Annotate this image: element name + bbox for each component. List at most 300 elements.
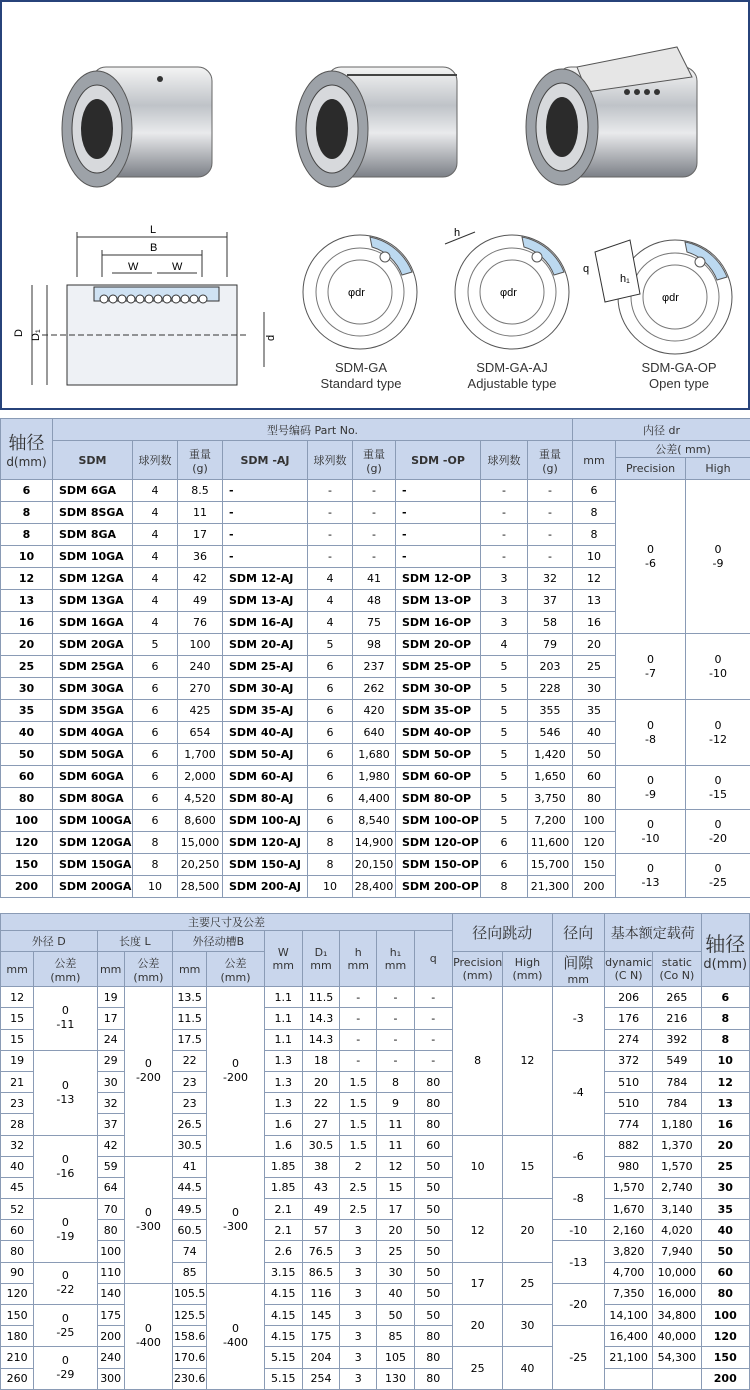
t1-header-weight-op-unit: (g) [528,462,572,475]
t2-cell: 4.15 [264,1326,302,1347]
t2-clearance: -20 [552,1283,604,1325]
t2-d: 52 [1,1199,34,1220]
t2-b: 44.5 [173,1177,207,1198]
t1-cell: SDM 40-AJ [223,722,308,744]
t2-cell: 50 [414,1199,452,1220]
t2-header-h1-unit: mm [377,959,413,972]
t1-cell-mm: 150 [573,854,616,876]
t2-cell: 57 [302,1220,339,1241]
t2-cell: 1.5 [340,1093,377,1114]
t1-cell: 262 [353,678,396,700]
t2-header-shaft-label: 轴径 [702,928,749,957]
t1-cell: 80 [1,788,53,810]
t2-cell: 1.85 [264,1156,302,1177]
t1-cell: - [223,502,308,524]
t1-header-sdm-aj: SDM -AJ [223,441,308,480]
dimension-drawing [12,217,282,402]
t2-cell: 14.3 [302,1008,339,1029]
t2-row [1,1262,750,1283]
t1-cell: SDM 8GA [53,524,133,546]
t1-cell: 98 [353,634,396,656]
t1-cell: 11 [178,502,223,524]
t1-cell: 4 [133,524,178,546]
t1-cell: 15,700 [528,854,573,876]
t2-cell: 1.85 [264,1177,302,1198]
t2-header-b-tol [207,952,264,987]
t1-cell: 11,600 [528,832,573,854]
t2-cell: 3 [340,1241,377,1262]
t2-cell: 1.3 [264,1050,302,1071]
t2-b-tol: 0 -200 [207,987,264,1157]
t2-d: 180 [1,1326,34,1347]
t2-cell: 1.5 [340,1071,377,1092]
t2-cell: 3 [340,1368,377,1389]
t2-static: 3,140 [653,1199,701,1220]
t1-row [1,766,750,788]
t1-cell: - [481,546,528,568]
t1-tol-precision: 0 -7 [616,634,686,700]
t2-header-l-mm: mm [97,952,124,987]
t1-cell-mm: 35 [573,700,616,722]
t2-header-runout: 径向跳动 [452,914,552,952]
t2-cell: 85 [377,1326,414,1347]
t1-row [1,854,750,876]
caption-aj-model: SDM-GA-AJ [457,360,567,376]
t2-static: 784 [653,1093,701,1114]
t1-cell-mm: 8 [573,524,616,546]
t2-runout-high: 12 [503,987,552,1135]
t1-cell: 5 [481,744,528,766]
t2-dynamic: 274 [604,1029,652,1050]
t1-cell: 6 [133,766,178,788]
t2-cell: 11.5 [302,987,339,1008]
t2-cell: 1.5 [340,1114,377,1135]
t2-cell: 50 [414,1305,452,1326]
t2-l: 17 [97,1008,124,1029]
t1-cell: SDM 200-AJ [223,876,308,898]
t2-cell: 22 [302,1093,339,1114]
dim-D1: D₁ [30,329,42,341]
t1-cell: SDM 35-OP [396,700,481,722]
t2-cell: 20 [377,1220,414,1241]
t1-cell: 100 [178,634,223,656]
t2-d: 210 [1,1347,34,1368]
t1-cell: 15,000 [178,832,223,854]
t2-cell: 20 [302,1071,339,1092]
dim-B: B [150,242,157,254]
t2-header-w-unit: mm [265,959,302,972]
t1-cell: 40 [1,722,53,744]
t1-header-weight-aj [353,441,396,480]
t2-static: 216 [653,1008,701,1029]
t1-header-shaft [1,419,53,480]
t2-static: 40,000 [653,1326,701,1347]
t1-cell: 30 [1,678,53,700]
t1-cell: 8 [1,502,53,524]
t1-cell: SDM 40GA [53,722,133,744]
t2-cell: 145 [302,1305,339,1326]
t1-cell: 50 [1,744,53,766]
t1-cell: SDM 60-OP [396,766,481,788]
t1-cell: - [308,524,353,546]
t1-cell: - [481,480,528,502]
t1-cell: 6 [308,656,353,678]
t1-cell: - [396,524,481,546]
bearing-photo-open [517,37,707,197]
t1-cell: 237 [353,656,396,678]
t1-header-precision: Precision [616,458,686,480]
t2-static: 16,000 [653,1283,701,1304]
t2-cell: 5.15 [264,1347,302,1368]
t2-cell: 50 [414,1262,452,1283]
t2-header-w [264,931,302,987]
t1-header-weight-label: 重量 [178,446,222,462]
t1-header-sdm-op: SDM -OP [396,441,481,480]
t1-tol-precision: 0 -9 [616,766,686,810]
t2-b: 74 [173,1241,207,1262]
t1-cell: SDM 80-AJ [223,788,308,810]
t2-header-d-tol-unit: (mm) [34,971,96,984]
t1-cell: 8 [133,854,178,876]
dim-q: q [583,263,589,275]
t1-cell: 546 [528,722,573,744]
t2-header-h [340,931,377,987]
t2-static: 4,020 [653,1220,701,1241]
t2-d: 120 [1,1283,34,1304]
t1-row [1,480,750,502]
t2-l: 32 [97,1093,124,1114]
t2-dynamic: 16,400 [604,1326,652,1347]
t1-cell: 8.5 [178,480,223,502]
t1-tol-precision: 0 -13 [616,854,686,898]
section-standard [300,227,420,357]
t1-cell: SDM 35GA [53,700,133,722]
t1-cell: 6 [308,766,353,788]
t1-cell: 6 [308,788,353,810]
t2-header-high-label: High [503,956,551,969]
t1-header-part: 型号编码 Part No. [53,419,573,441]
t2-dynamic: 176 [604,1008,652,1029]
t1-cell: 4,400 [353,788,396,810]
t1-cell: SDM 20-AJ [223,634,308,656]
t1-cell: 20,150 [353,854,396,876]
t2-d: 23 [1,1093,34,1114]
t2-d: 260 [1,1368,34,1389]
t1-tol-precision: 0 -6 [616,480,686,634]
t2-static: 10,000 [653,1262,701,1283]
t1-cell: 6 [133,788,178,810]
t2-b: 170.6 [173,1347,207,1368]
t2-d: 32 [1,1135,34,1156]
t2-d: 15 [1,1008,34,1029]
t2-row [1,1071,750,1092]
t2-cell: 50 [414,1220,452,1241]
t2-shaft: 8 [701,1029,749,1050]
t2-runout-prec: 25 [452,1347,502,1389]
t2-cell: - [377,1008,414,1029]
t1-cell: - [353,502,396,524]
t2-dynamic: 2,160 [604,1220,652,1241]
t1-cell: SDM 150GA [53,854,133,876]
t2-header-d1-label: D₁ [303,946,339,959]
t2-cell: 38 [302,1156,339,1177]
t2-b: 13.5 [173,987,207,1008]
t2-d-tol: 0 -29 [34,1347,97,1389]
t2-l: 24 [97,1029,124,1050]
t2-l: 175 [97,1305,124,1326]
t2-cell: 25 [377,1241,414,1262]
t1-header-mm: mm [573,441,616,480]
caption-ga-model: SDM-GA [302,360,420,376]
caption-op [619,360,739,392]
t1-cell: SDM 30-OP [396,678,481,700]
t2-header-b-tol-label: 公差 [207,955,263,971]
t2-clearance: -13 [552,1241,604,1283]
t2-cell: 2.5 [340,1177,377,1198]
t2-static: 784 [653,1071,701,1092]
t2-cell: 2.5 [340,1199,377,1220]
dim-dr-ga: φdr [348,287,365,299]
dim-L: L [150,224,156,236]
t2-cell: 105 [377,1347,414,1368]
t2-b-tol: 0 -300 [207,1156,264,1283]
t1-header-weight-unit: (g) [178,462,222,475]
t1-cell-mm: 13 [573,590,616,612]
t1-cell: SDM 120-AJ [223,832,308,854]
t1-cell: 21,300 [528,876,573,898]
t1-cell: SDM 12-AJ [223,568,308,590]
t1-cell-mm: 50 [573,744,616,766]
t2-dynamic: 14,100 [604,1305,652,1326]
t1-header-balls-aj: 球列数 [308,441,353,480]
t2-l: 140 [97,1283,124,1304]
t2-b: 49.5 [173,1199,207,1220]
t2-l: 59 [97,1156,124,1177]
t2-row [1,1241,750,1262]
t1-tol-high: 0 -12 [686,700,750,766]
t1-cell: 228 [528,678,573,700]
t2-d-tol: 0 -11 [34,987,97,1051]
t2-d: 40 [1,1156,34,1177]
t2-header-b-tol-unit: (mm) [207,971,263,984]
t1-cell: 6 [133,656,178,678]
t2-header-dynamic [604,952,652,987]
t1-cell: 6 [481,832,528,854]
t2-cell: 11 [377,1135,414,1156]
t1-cell: 3,750 [528,788,573,810]
t2-cell: 80 [414,1071,452,1092]
t1-cell: 28,500 [178,876,223,898]
t2-cell: 50 [377,1305,414,1326]
t2-row [1,987,750,1008]
t2-cell: 18 [302,1050,339,1071]
t2-cell: 2 [340,1156,377,1177]
dim-W1: W [128,261,139,273]
t2-cell: - [414,987,452,1008]
t2-l-tol: 0 -400 [124,1283,172,1389]
t1-cell: 6 [1,480,53,502]
t2-cell: 5.15 [264,1368,302,1389]
t2-header-load: 基本额定载荷 [604,914,701,952]
t2-shaft: 80 [701,1283,749,1304]
t2-l: 110 [97,1262,124,1283]
t1-header-weight-op [528,441,573,480]
t1-cell: 7,200 [528,810,573,832]
t1-cell: 5 [308,634,353,656]
t2-static: 7,940 [653,1241,701,1262]
t2-dynamic: 21,100 [604,1347,652,1368]
t2-cell: 3 [340,1283,377,1304]
t2-header-outer: 外径 D [1,931,98,952]
t2-dynamic: 7,350 [604,1283,652,1304]
t2-header-dynamic-label: dynamic [605,956,652,969]
t2-header-d1-unit: mm [303,959,339,972]
t1-row [1,634,750,656]
t2-cell: 1.6 [264,1114,302,1135]
t2-cell: 15 [377,1177,414,1198]
t2-d: 12 [1,987,34,1008]
t2-cell: 2.1 [264,1199,302,1220]
t1-cell-mm: 30 [573,678,616,700]
t2-cell: 3 [340,1326,377,1347]
t2-header-h-label: h [340,946,376,959]
t2-static: 392 [653,1029,701,1050]
t2-header-l-tol-unit: (mm) [125,971,172,984]
t1-cell: 35 [1,700,53,722]
t1-cell: SDM 16GA [53,612,133,634]
t2-cell: 116 [302,1283,339,1304]
t1-cell: SDM 100-OP [396,810,481,832]
dim-h1: h₁ [620,273,630,285]
t2-row [1,1029,750,1050]
t1-cell-mm: 200 [573,876,616,898]
section-open [580,222,740,362]
t1-cell: - [353,524,396,546]
t1-cell: 4 [308,568,353,590]
t2-header-d1 [302,931,339,987]
t2-shaft: 30 [701,1177,749,1198]
caption-ga-type: Standard type [302,376,420,392]
t2-row [1,1135,750,1156]
t1-cell: - [528,546,573,568]
t2-cell: 1.3 [264,1071,302,1092]
t2-b: 41 [173,1156,207,1177]
t2-d-tol: 0 -25 [34,1305,97,1347]
t1-cell-mm: 10 [573,546,616,568]
t1-cell-mm: 16 [573,612,616,634]
t2-dynamic: 774 [604,1114,652,1135]
t2-header-clearance-1: 径向 [553,923,604,943]
t1-cell: 6 [133,700,178,722]
t1-cell: 4 [133,546,178,568]
t2-cell: 3 [340,1305,377,1326]
t2-cell: - [340,987,377,1008]
t1-cell: - [528,524,573,546]
t1-cell: 6 [308,700,353,722]
t2-b: 105.5 [173,1283,207,1304]
t2-cell: 2.1 [264,1220,302,1241]
t2-dynamic: 206 [604,987,652,1008]
t1-cell: SDM 80GA [53,788,133,810]
t1-row [1,810,750,832]
t2-cell: 130 [377,1368,414,1389]
t2-runout-prec: 10 [452,1135,502,1199]
t2-row [1,1347,750,1368]
t1-cell: 79 [528,634,573,656]
t1-cell: 12 [1,568,53,590]
t2-dynamic [604,1368,652,1389]
t1-cell: SDM 40-OP [396,722,481,744]
t2-cell: - [340,1050,377,1071]
t2-l: 70 [97,1199,124,1220]
t2-cell: 3 [340,1262,377,1283]
t1-tol-high: 0 -20 [686,810,750,854]
t2-cell: 80 [414,1347,452,1368]
t1-cell: SDM 25-AJ [223,656,308,678]
t1-cell: 36 [178,546,223,568]
t2-header-high-unit: (mm) [503,969,551,982]
t2-clearance: -10 [552,1220,604,1241]
t2-cell: 11 [377,1114,414,1135]
t2-l: 240 [97,1347,124,1368]
t1-cell: - [396,546,481,568]
t2-cell: - [414,1008,452,1029]
t1-cell: 120 [1,832,53,854]
t1-cell: 6 [133,678,178,700]
t1-cell: 100 [1,810,53,832]
t1-cell: 8 [308,854,353,876]
t1-cell: SDM 13-OP [396,590,481,612]
t2-header-d-mm: mm [1,952,34,987]
t1-cell: SDM 150-AJ [223,854,308,876]
t2-cell: 1.5 [340,1135,377,1156]
t2-cell: 3 [340,1220,377,1241]
t1-cell: 6 [308,744,353,766]
t1-cell: SDM 6GA [53,480,133,502]
t2-cell: 50 [414,1283,452,1304]
t2-cell: 49 [302,1199,339,1220]
t1-cell: 6 [133,744,178,766]
t2-dynamic: 882 [604,1135,652,1156]
t2-dynamic: 4,700 [604,1262,652,1283]
t2-cell: 175 [302,1326,339,1347]
t2-shaft: 20 [701,1135,749,1156]
t2-shaft: 200 [701,1368,749,1389]
t1-cell: 10 [133,876,178,898]
t1-cell: - [396,480,481,502]
t2-header-prec-label: Precision [453,956,502,969]
t1-cell: - [308,546,353,568]
t2-header-h1-label: h₁ [377,946,413,959]
t1-cell: SDM 16-OP [396,612,481,634]
caption-aj [457,360,567,392]
t2-row [1,1283,750,1304]
t1-cell: - [396,502,481,524]
t2-shaft: 10 [701,1050,749,1071]
t1-cell: 203 [528,656,573,678]
t2-d: 90 [1,1262,34,1283]
t1-header-shaft-label: 轴径 [1,429,52,455]
t1-header-high: High [686,458,750,480]
t1-cell: 6 [308,810,353,832]
t2-cell: - [377,987,414,1008]
t1-cell: SDM 20GA [53,634,133,656]
t1-cell: - [223,480,308,502]
t2-d-tol: 0 -22 [34,1262,97,1304]
t1-cell-mm: 100 [573,810,616,832]
t1-cell: 5 [133,634,178,656]
t1-cell: SDM 200-OP [396,876,481,898]
